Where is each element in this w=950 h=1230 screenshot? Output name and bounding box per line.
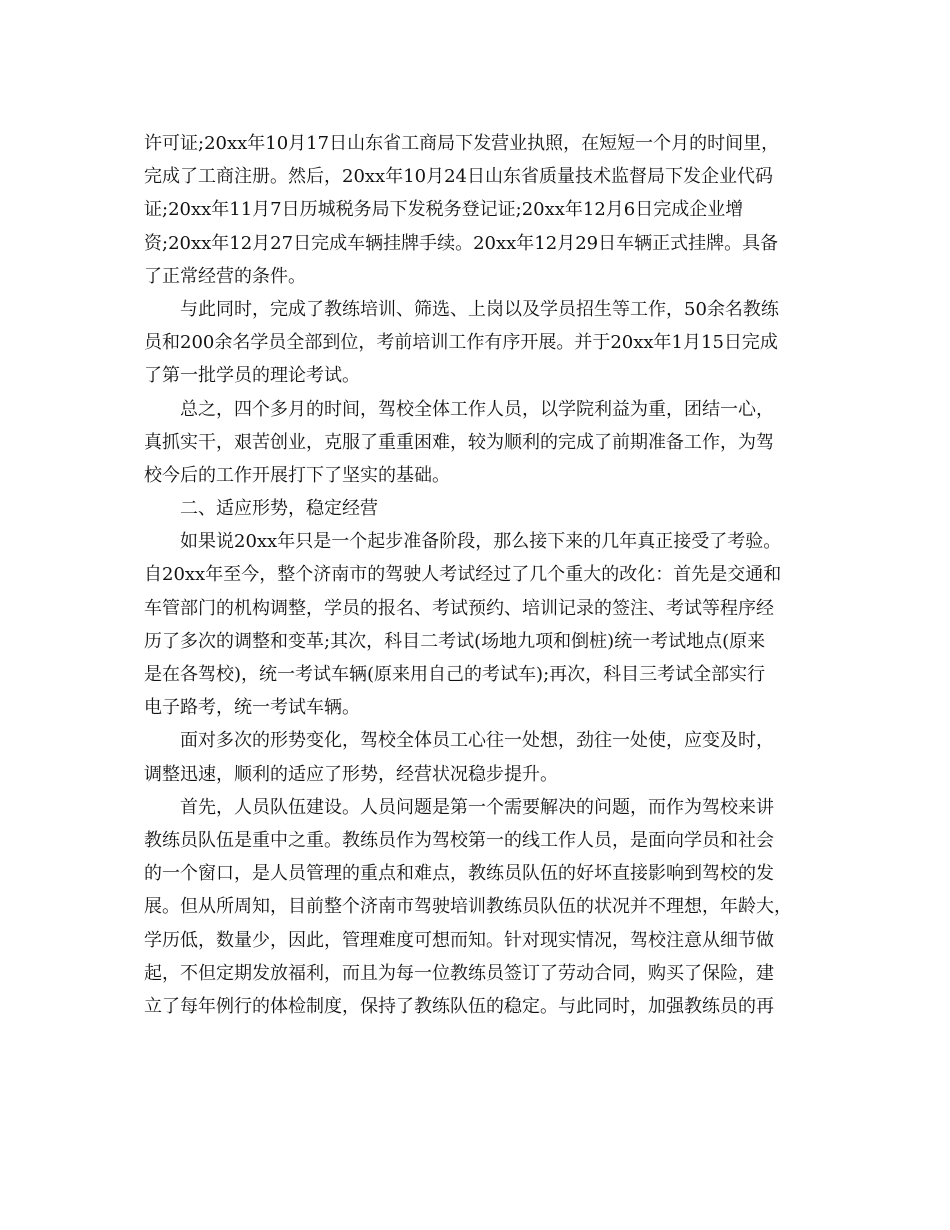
- text-line: 与此同时，完成了教练培训、筛选、上岗以及学员招生等工作，50余名教练: [180, 298, 779, 320]
- text-line: 展。但从所周知，目前整个济南市驾驶培训教练员队伍的状况并不理想，年龄大，: [144, 896, 792, 918]
- text-line: 首先，人员队伍建设。人员问题是第一个需要解决的问题，而作为驾校来讲: [180, 796, 774, 818]
- text-line: 历了多次的调整和变革;其次，科目二考试(场地九项和倒桩)统一考试地点(原来: [144, 630, 766, 652]
- text-line: 证;20xx年11月7日历城税务局下发税务登记证;20xx年12月6日完成企业增: [144, 199, 744, 221]
- text-line: 是在各驾校)，统一考试车辆(原来用自己的考试车);再次，科目三考试全部实行: [144, 664, 766, 685]
- text-line: 面对多次的形势变化，驾校全体员工心往一处想，劲往一处使，应变及时，: [180, 730, 774, 752]
- text-line: 起，不但定期发放福利，而且为每一位教练员签订了劳动合同，购买了保险，建: [144, 962, 774, 984]
- text-line: 学历低，数量少，因此，管理难度可想而知。针对现实情况，驾校注意从细节做: [144, 929, 774, 951]
- document-body: [144, 127, 804, 1023]
- text-line: 自20xx年至今，整个济南市的驾驶人考试经过了几个重大的改化：首先是交通和: [144, 564, 782, 586]
- text-line: 了第一批学员的理论考试。: [144, 365, 360, 387]
- text-line: 车管部门的机构调整，学员的报名、考试预约、培训记录的签注、考试等程序经: [144, 597, 774, 619]
- text-line: 调整迅速，顺利的适应了形势，经营状况稳步提升。: [144, 763, 558, 785]
- text-line: 电子路考，统一考试车辆。: [144, 697, 360, 719]
- text-line: 资;20xx年12月27日完成车辆挂牌手续。20xx年12月29日车辆正式挂牌。具备: [144, 232, 779, 254]
- text-line: 许可证;20xx年10月17日山东省工商局下发营业执照，在短短一个月的时间里，: [144, 133, 780, 154]
- text-line: 如果说20xx年只是一个起步准备阶段，那么接下来的几年真正接受了考验。: [180, 531, 782, 553]
- text-line: 真抓实干，艰苦创业，克服了重重困难，较为顺利的完成了前期准备工作，为驾: [144, 431, 774, 453]
- text-line: 总之，四个多月的时间，驾校全体工作人员，以学院利益为重，团结一心，: [180, 398, 774, 420]
- text-line: 了正常经营的条件。: [144, 265, 306, 287]
- text-line: 员和200余名学员全部到位，考前培训工作有序开展。并于20xx年1月15日完成: [144, 332, 778, 354]
- text-line: 的一个窗口，是人员管理的重点和难点，教练员队伍的好坏直接影响到驾校的发: [144, 863, 774, 885]
- text-line: 教练员队伍是重中之重。教练员作为驾校第一的线工作人员，是面向学员和社会: [144, 829, 774, 851]
- text-line: 二、适应形势，稳定经营: [180, 498, 378, 520]
- text-line: 立了每年例行的体检制度，保持了教练队伍的稳定。与此同时，加强教练员的再: [144, 995, 774, 1017]
- text-line: 完成了工商注册。然后，20xx年10月24日山东省质量技术监督局下发企业代码: [144, 166, 774, 188]
- text-line: 校今后的工作开展打下了坚实的基础。: [144, 464, 450, 486]
